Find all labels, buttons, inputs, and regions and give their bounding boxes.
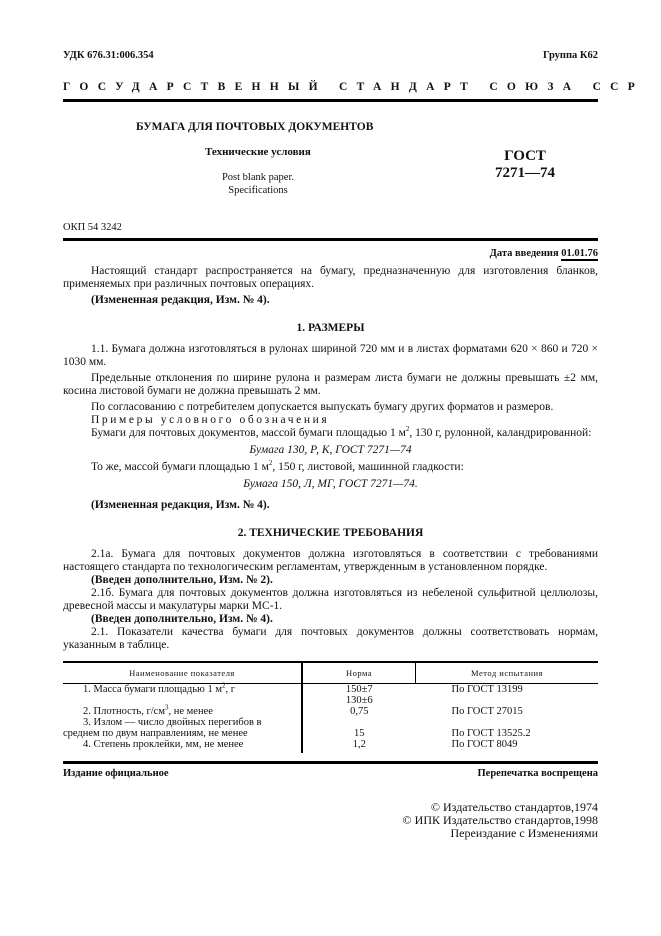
- sup: 2: [268, 459, 273, 468]
- rule-okp: [63, 238, 598, 241]
- row-1-method: По ГОСТ 13199: [451, 684, 523, 695]
- s2-p2: 2.1б. Бумага для почтовых документов должна изготовляться из небеленой сульфитной целлюлозы, древесной массы и макулатуры марки МС-1.: [63, 587, 598, 612]
- s1-p2: Предельные отклонения по ширине рулона и размерам листа бумаги не должны превышать ±2 мм, косина листовой бумаги не должна превышать 2 мм.: [63, 372, 598, 397]
- copyright-block: [63, 801, 598, 840]
- s1-p4-b: , 130 г, рулонной, каландрированной:: [409, 427, 592, 439]
- footer-bar: [63, 761, 598, 780]
- row-3-name-1: 3. Излом — число двойных перегибов в: [63, 717, 302, 728]
- s2-note-1: (Введен дополнительно, Изм. № 2).: [91, 574, 273, 586]
- s1-p1: 1.1. Бумага должна изготовляться в рулонах шириной 720 мм и в листах форматами 620 × 860 и 720 × 1030 мм.: [63, 343, 598, 368]
- table-row: [63, 706, 598, 717]
- table-row: [63, 684, 598, 696]
- sup: 2: [405, 425, 410, 434]
- table-row: [63, 695, 598, 706]
- example-1: Бумага 130, Р, К, ГОСТ 7271—74: [249, 444, 412, 456]
- udk-code: УДК 676.31:006.354: [63, 50, 154, 61]
- group-code: Группа К62: [542, 50, 598, 61]
- row-3-name-2: среднем по двум направлениям, не менее: [63, 728, 302, 739]
- table-row: [63, 717, 598, 728]
- doc-title: БУМАГА ДЛЯ ПОЧТОВЫХ ДОКУМЕНТОВ: [136, 121, 374, 133]
- sup: 2: [222, 681, 226, 690]
- s1-note: (Измененная редакция, Изм. № 4).: [91, 499, 270, 511]
- s1-p3: По согласованию с потребителем допускается выпускать бумагу других форматов и размеров.: [91, 401, 554, 413]
- row-2-norm: 0,75: [350, 706, 369, 717]
- s1-p4: [63, 427, 598, 440]
- s1-p5-a: То же, массой бумаги площадью 1 м: [91, 461, 269, 473]
- examples-heading: Примеры условного обозначения: [91, 414, 330, 426]
- gost-label: ГОСТ: [504, 148, 546, 164]
- date-label: Дата введения: [489, 248, 559, 259]
- table-header-row: [63, 662, 598, 684]
- row-4-norm: 1,2: [352, 739, 366, 750]
- row-4-name: 4. Степень проклейки, мм, не менее: [63, 739, 302, 753]
- r2-name: 2. Плотность, г/см: [83, 706, 165, 717]
- section-2-heading: 2. ТЕХНИЧЕСКИЕ ТРЕБОВАНИЯ: [237, 527, 424, 539]
- row-2-method: По ГОСТ 27015: [451, 706, 523, 717]
- rule-top: [63, 99, 598, 102]
- row-1-norm-2: 130±6: [345, 695, 373, 706]
- intro-note: (Измененная редакция, Изм. № 4).: [91, 294, 270, 306]
- row-1-norm-1: 150±7: [345, 684, 373, 695]
- row-4-method: По ГОСТ 8049: [451, 739, 518, 750]
- r1-name: 1. Масса бумаги площадью 1 м: [83, 684, 223, 695]
- th-norm: Норма: [302, 662, 416, 684]
- table-row: [63, 739, 598, 753]
- r2-tail: , не менее: [168, 706, 213, 717]
- row-2-name: [63, 703, 302, 717]
- copyright-1998: © ИПК Издательство стандартов,1998: [402, 813, 598, 827]
- s2-p3: 2.1. Показатели качества бумаги для почтовых документов должны соответствовать нормам, указанным в таблице.: [63, 626, 598, 651]
- th-method: Метод испытания: [416, 662, 599, 684]
- s2-note-2: (Введен дополнительно, Изм. № 4).: [91, 613, 273, 625]
- s1-p4-a: Бумаги для почтовых документов, массой бумаги площадью 1 м: [91, 427, 406, 439]
- r1-tail: , г: [225, 684, 236, 695]
- official-edition: Издание официальное: [63, 768, 169, 779]
- row-3-method: По ГОСТ 13525.2: [451, 728, 531, 739]
- s1-p5: [63, 461, 598, 474]
- intro-date: [490, 247, 598, 260]
- gost-number: 7271—74: [495, 165, 555, 181]
- document-body: [63, 265, 598, 840]
- sup: 3: [164, 703, 169, 712]
- title-en-2: Specifications: [228, 185, 288, 196]
- title-en-1: Post blank paper.: [221, 172, 295, 183]
- quality-table: [63, 661, 598, 753]
- row-1-name: [63, 681, 302, 696]
- date-value: 01.01.76: [561, 248, 598, 259]
- s2-p1: 2.1а. Бумага для почтовых документов должна изготовляться в соответствии с требованиями настоящего стандарта по технологическим регламентам, утвержденным в установленном порядке.: [63, 548, 598, 573]
- example-2: Бумага 150, Л, МГ, ГОСТ 7271—74.: [243, 478, 418, 490]
- copyright-1974: © Издательство стандартов,1974: [430, 800, 598, 814]
- banner: ГОСУДАРСТВЕННЫЙ СТАНДАРТ СОЮЗА ССР: [63, 81, 645, 93]
- reprint-prohibited: Перепечатка воспрещена: [477, 768, 598, 779]
- reissue-note: Переиздание с Изменениями: [450, 826, 598, 840]
- section-1-heading: 1. РАЗМЕРЫ: [296, 322, 365, 334]
- row-3-norm: 15: [354, 728, 365, 739]
- s1-p5-b: , 150 г, листовой, машинной гладкости:: [272, 461, 464, 473]
- th-name: Наименование показателя: [63, 662, 302, 684]
- okp-code: ОКП 54 3242: [63, 222, 122, 233]
- doc-subtitle: Технические условия: [205, 146, 311, 158]
- table-row: [63, 728, 598, 739]
- intro-paragraph: Настоящий стандарт распространяется на бумагу, предназначенную для изготовления бланков, применяемых при различных почтовых операциях.: [63, 265, 598, 290]
